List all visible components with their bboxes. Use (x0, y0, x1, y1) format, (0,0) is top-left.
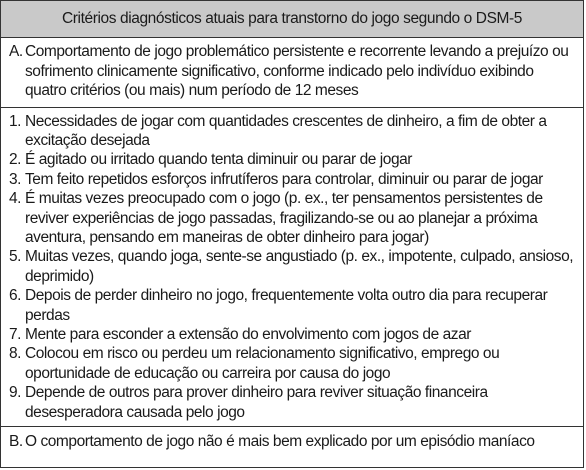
criterion-item-8 (9, 344, 575, 383)
list-marker: 6. (9, 287, 22, 305)
criterion-a-marker: A. (9, 43, 23, 60)
list-item-text: Depois de perder dinheiro no jogo, frequentemente volta outro dia para recuperar perdas (25, 287, 548, 324)
list-marker: 9. (9, 384, 22, 402)
list-marker: 3. (9, 170, 22, 188)
criterion-item-5 (9, 247, 575, 286)
criterion-a-text: Comportamento de jogo problemático persistente e recorrente levando a prejuízo ou sofrimento clinicamente significativo, conforme indicado pelo indivíduo exibindo quatro critérios (ou mais) num período de 12 meses (25, 43, 569, 99)
criterion-b-marker: B. (9, 433, 23, 450)
criterion-a (9, 42, 575, 101)
criterion-item-7 (9, 325, 575, 344)
list-item-text: Necessidades de jogar com quantidades crescentes de dinheiro, a fim de obter a excitação desejada (25, 112, 547, 149)
list-item-text: Mente para esconder a extensão do envolvimento com jogos de azar (25, 325, 471, 343)
criterion-item-9 (9, 383, 575, 422)
criteria-list (1, 108, 583, 428)
criterion-item-1 (9, 112, 575, 151)
list-item-text: É agitado ou irritado quando tenta diminuir ou parar de jogar (25, 151, 413, 169)
list-marker: 7. (9, 325, 22, 343)
list-marker: 8. (9, 345, 22, 363)
criterion-b-text: O comportamento de jogo não é mais bem explicado por um episódio maníaco (25, 433, 535, 450)
list-marker: 2. (9, 151, 22, 169)
list-item-text: Tem feito repetidos esforços infrutíferos para controlar, diminuir ou parar de jogar (25, 170, 543, 188)
list-item-text: Depende de outros para prover dinheiro para reviver situação financeira desesperadora causada pelo jogo (25, 384, 488, 421)
list-marker: 1. (9, 112, 22, 130)
list-marker: 4. (9, 190, 22, 208)
table-title: Critérios diagnósticos atuais para transtorno do jogo segundo o DSM-5 (1, 1, 583, 38)
list-item-text: Muitas vezes, quando joga, sente-se angustiado (p. ex., impotente, culpado, ansioso, deprimido) (25, 248, 574, 285)
criterion-item-3 (9, 170, 575, 189)
list-item-text: Colocou em risco ou perdeu um relacionamento significativo, emprego ou oportunidade de educação ou carreira por causa do jogo (25, 345, 500, 382)
criterion-b (9, 432, 575, 452)
list-marker: 5. (9, 248, 22, 266)
criterion-item-6 (9, 286, 575, 325)
criterion-item-2 (9, 150, 575, 169)
criterion-b-section (1, 427, 583, 456)
list-item-text: É muitas vezes preocupado com o jogo (p. ex., ter pensamentos persistentes de reviver experiências de jogo passadas, fragilizando-se ou ao planejar a próxima aventura, pensando em maneiras de obter dinheiro para jogar) (25, 190, 543, 246)
criterion-item-4 (9, 189, 575, 247)
criterion-a-section (1, 38, 583, 108)
